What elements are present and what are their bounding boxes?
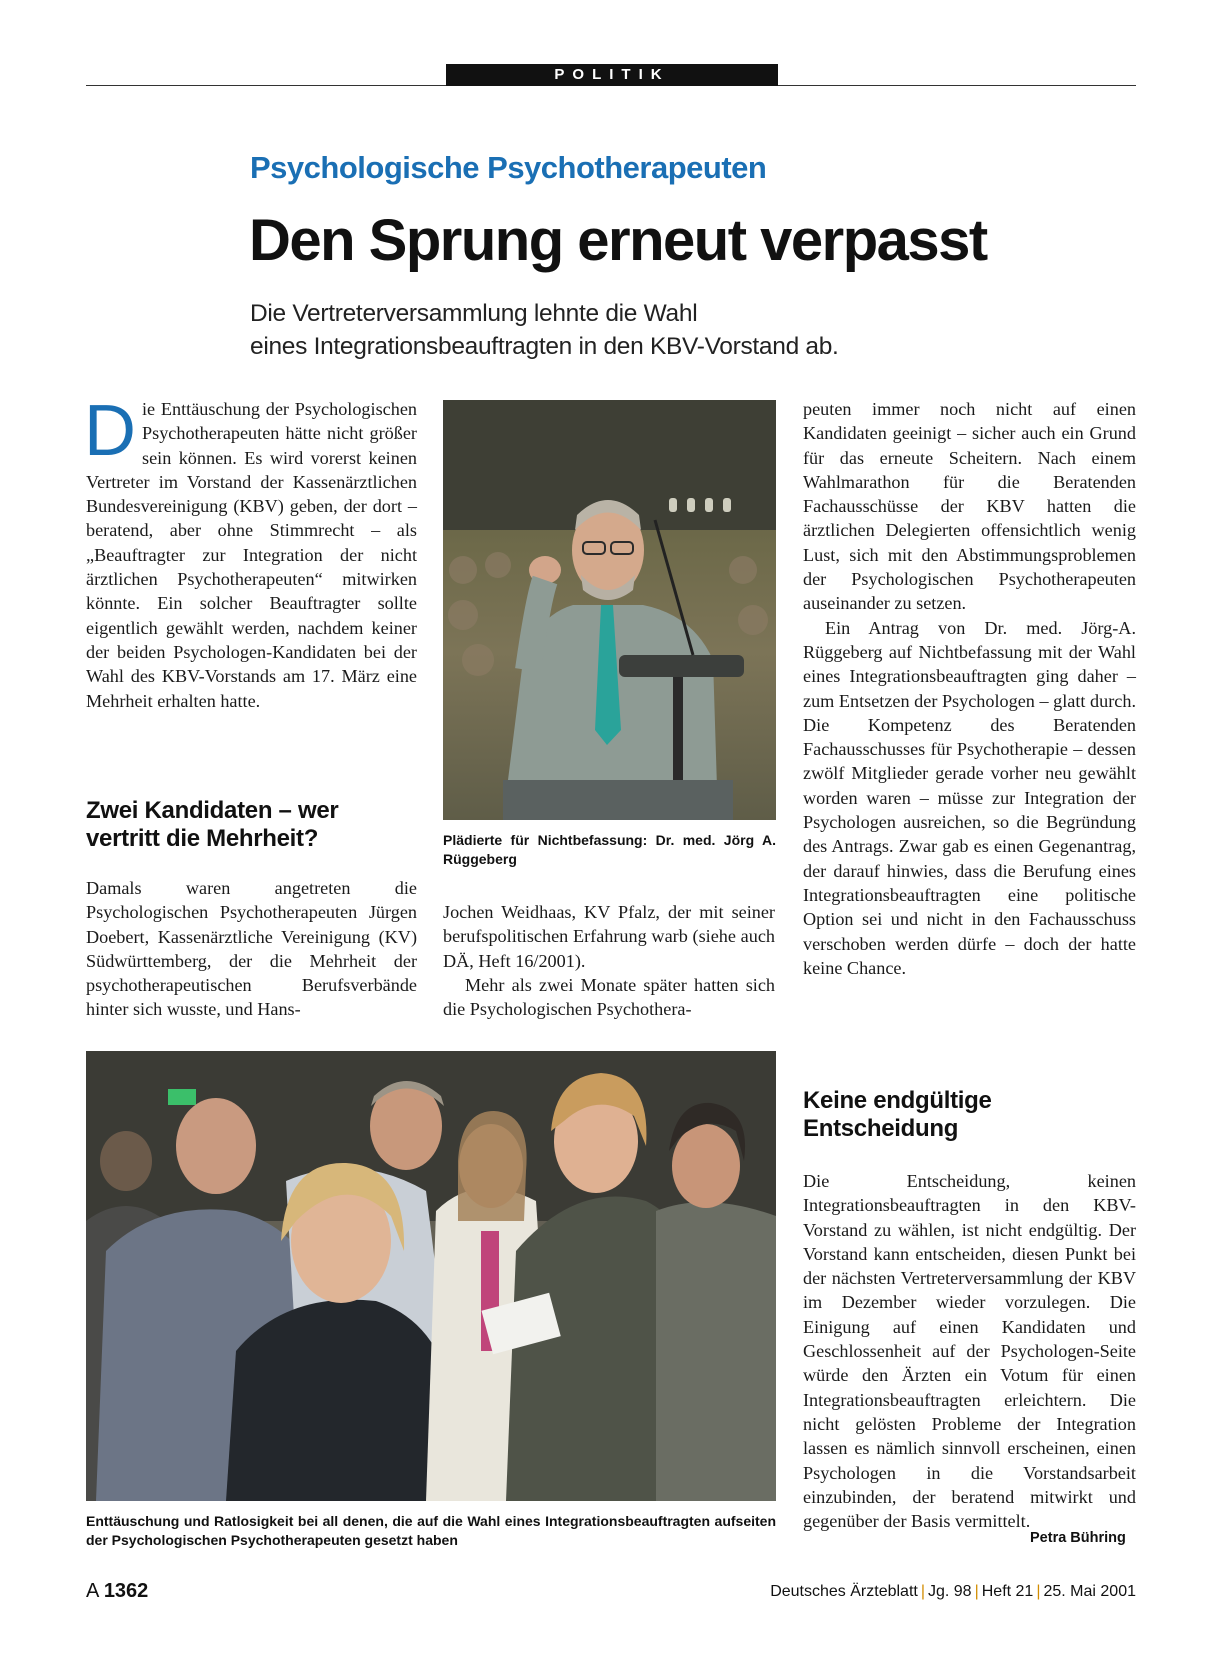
section-label: POLITIK	[446, 64, 778, 86]
photo-caption-group: Enttäuschung und Ratlosigkeit bei all denen, die auf die Wahl eines Integrationsbeauftragten aufseiten der Psychologischen Psychotherapeuten gesetzt haben	[86, 1513, 776, 1548]
intro-text: ie Enttäuschung der Psychologischen Psychotherapeuten hätte nicht größer sein können. Es wird vorerst keinen Vertreter im Vorstand der Kassenärztlichen Bundesvereinigung (KBV) geben, der dort – beratend, aber ohne Stimmrecht – als „Beauftragter zur Integration der nicht ärztlichen Psychotherapeuten“ mitwirken könnte. Ein solcher Beauftragter sollte eigentlich gewählt werden, nachdem keiner der beiden Psychologen-Kandidaten bei der Wahl des KBV-Vorstands am 17. März eine Mehrheit erhalten hatte.	[86, 399, 417, 711]
journal-footer: Deutsches Ärzteblatt | Jg. 98 | Heft 21 | 25. Mai 2001	[770, 1583, 1136, 1600]
subtitle-decision: Keine endgültige Entscheidung	[803, 1087, 992, 1142]
paragraph-continuation: peuten immer noch nicht auf einen Kandidaten geeinigt – sicher auch ein Grund für das erneute Scheitern. Nach einem Wahlmarathon für die Beratenden Fachausschüsse der KBV hatten die ärztlichen Delegierten offensichtlich wenig Lust, sich mit den Abstimmungsproblemen der Psychologischen Psychotherapeuten auseinander zu setzen.	[803, 399, 1136, 614]
column-3-lower	[803, 1169, 1136, 1533]
page-number-value: 1362	[103, 1580, 149, 1602]
column-3	[803, 397, 1136, 980]
paragraph-decision: Die Entscheidung, keinen Integrationsbeauftragten in den KBV-Vorstand zu wählen, ist nicht endgültig. Der Vorstand kann entscheiden, diesen Punkt bei der nächsten Vertreterversammlung der KBV im Dezember wieder vorzulegen. Die Einigung auf einen Kandidaten und Geschlossenheit auf der Psychologen-Seite würde den Ärzten ein Votum für einen Integrationsbeauftragten erleichtern. Die nicht gelösten Probleme der Integration lassen es nämlich sinnvoll erscheinen, einen Psychologen in die Vorstandsarbeit einzubinden, der beratend mitwirkt und gegenüber der Basis vermittelt.	[803, 1171, 1136, 1532]
column-1-lower	[86, 876, 417, 1022]
article-headline: Den Sprung erneut verpasst	[249, 208, 987, 273]
paragraph-candidates: Damals waren angetreten die Psychologischen Psychotherapeuten Jürgen Doebert, Kassenärztliche Vereinigung (KV) Südwürttemberg, der die Mehrheit der psychotherapeutischen Berufsverbände hinter sich wusste, und Hans-	[86, 878, 417, 1020]
author-byline: Petra Bühring	[1030, 1530, 1126, 1546]
subhead-line-2: eines Integrationsbeauftragten in den KBV-Vorstand ab.	[250, 333, 839, 360]
paragraph-antrag: Ein Antrag von Dr. med. Jörg-A. Rüggeberg auf Nichtbefassung mit der Wahl eines Integrationsbeauftragten ging daher – zum Entsetzen der Psychologen – glatt durch. Die Kompetenz des Beratenden Fachausschusses für Psychotherapie – dessen zwölf Mitglieder gerade vorher neu gewählt worden waren – müsse zur Integration der Psychologen ausreichen, so die Begründung des Antrags. Zwar gab es einen Gegenantrag, der darauf hinwies, dass die Berufung eines Integrationsbeauftragten eine politische Option sei und nicht in den Fachausschuss verschoben werden dürfe – doch der hatte keine Chance.	[803, 617, 1136, 978]
column-2-lower	[443, 900, 775, 1021]
article-subhead	[250, 297, 950, 363]
photo-group	[86, 1051, 776, 1501]
photo-speaker	[443, 400, 776, 820]
column-1	[84, 391, 417, 713]
drop-cap: D	[84, 391, 136, 471]
journal-name: Deutsches Ärzteblatt	[770, 1583, 918, 1600]
group-photo-illustration	[86, 1051, 776, 1501]
article-kicker: Psychologische Psychotherapeuten	[250, 150, 767, 185]
journal-issue: Heft 21	[981, 1583, 1034, 1600]
page-prefix: A	[86, 1580, 99, 1602]
paragraph-two-months: Mehr als zwei Monate später hatten sich die Psychologischen Psychothera-	[443, 974, 775, 1020]
page-number	[86, 1580, 148, 1603]
speaker-photo-illustration	[443, 400, 776, 820]
photo-caption-speaker: Plädierte für Nichtbefassung: Dr. med. Jörg A. Rüggeberg	[443, 832, 776, 867]
journal-date: 25. Mai 2001	[1043, 1583, 1136, 1600]
subhead-line-1: Die Vertreterversammlung lehnte die Wahl	[250, 300, 698, 327]
paragraph-intro	[84, 391, 417, 713]
paragraph-weidhaas: Jochen Weidhaas, KV Pfalz, der mit seiner berufspolitischen Erfahrung warb (siehe auch DÄ, Heft 16/2001).	[443, 902, 775, 971]
journal-volume: Jg. 98	[927, 1583, 972, 1600]
subtitle-candidates: Zwei Kandidaten – wer vertritt die Mehrheit?	[86, 797, 339, 852]
